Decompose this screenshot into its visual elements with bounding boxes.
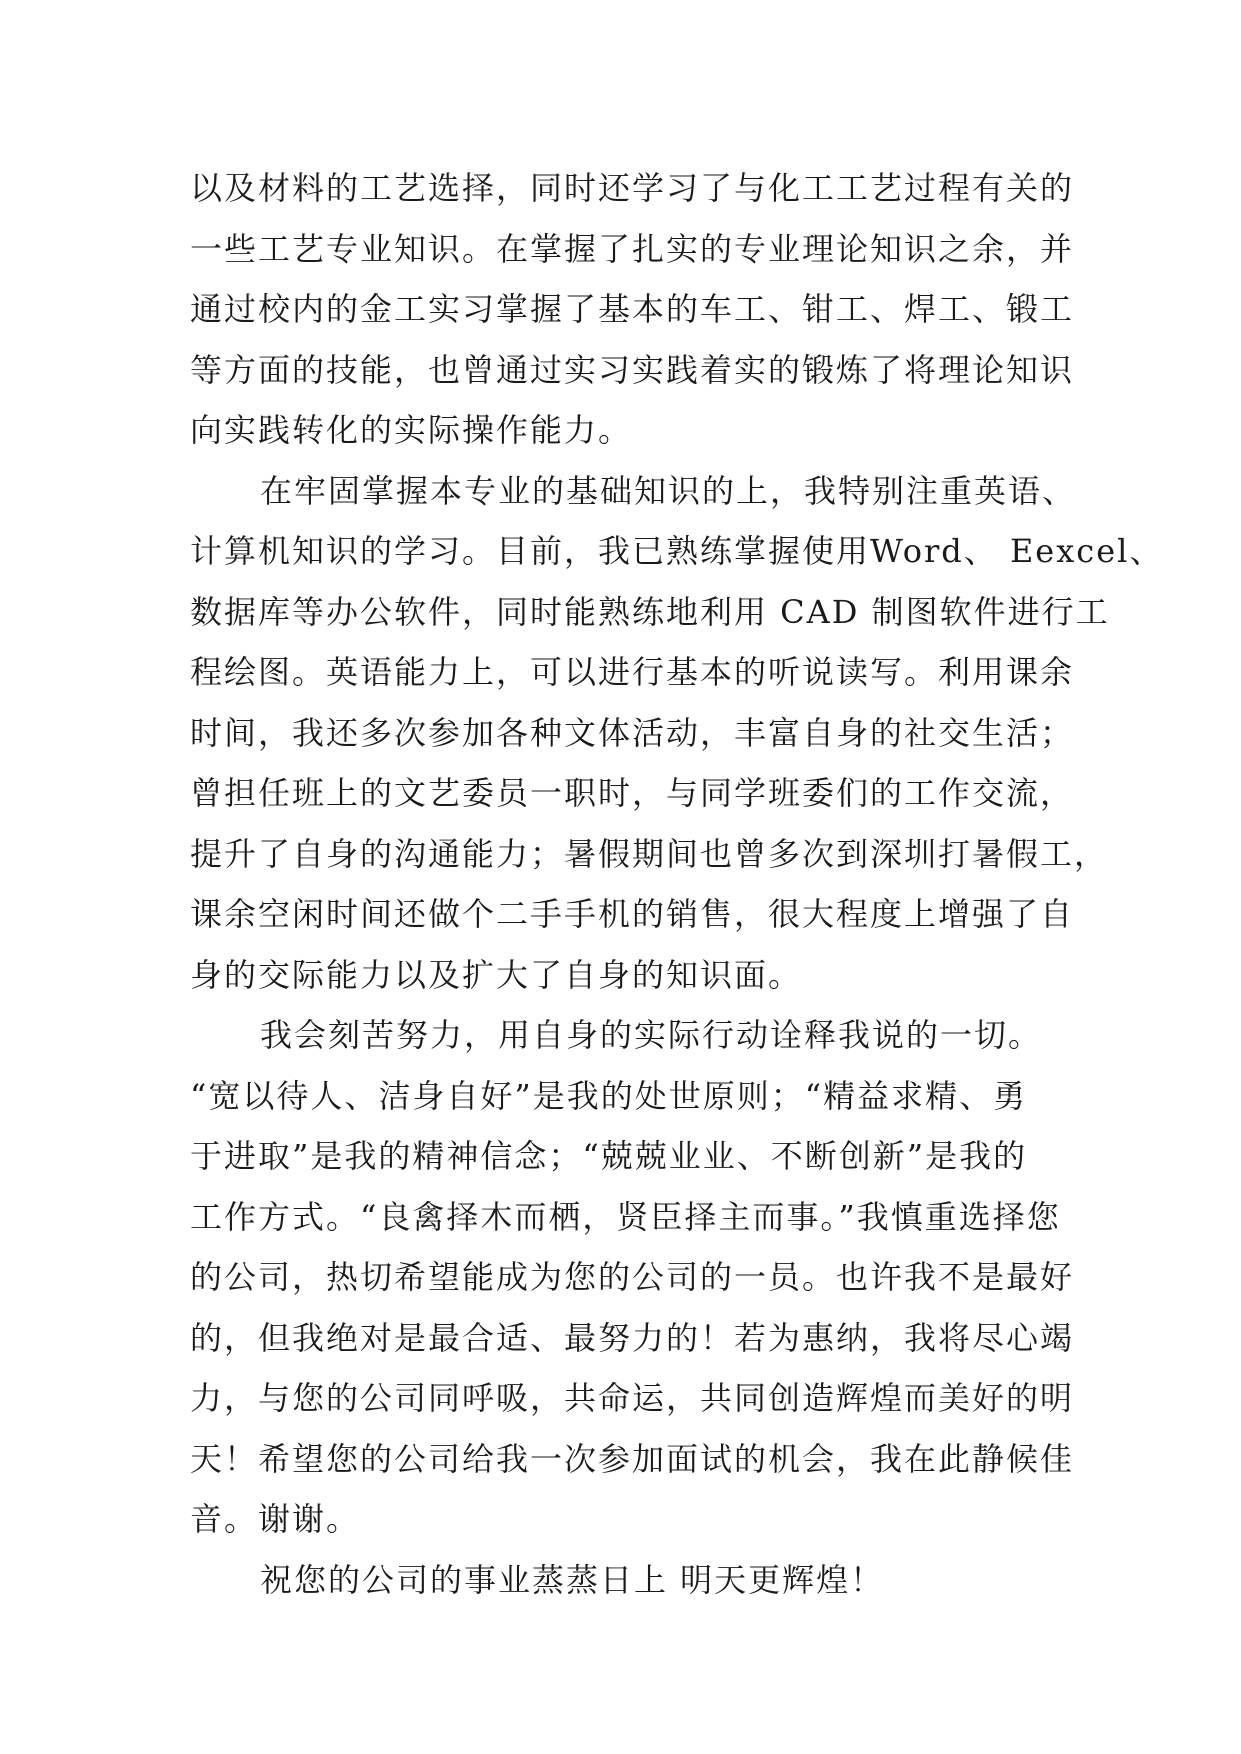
text-line: 课余空闲时间还做个二手手机的销售，很大程度上增强了自 xyxy=(190,895,1075,933)
text-line: 天！希望您的公司给我一次参加面试的机会，我在此静候佳 xyxy=(190,1439,1075,1478)
paragraph-first-line: 在牢固掌握本专业的基础知识的上，我特别注重英语、 xyxy=(260,471,1077,510)
text-line: “宽以待人、洁身自好”是我的处世原则；“精益求精、勇 xyxy=(190,1076,1028,1115)
text-line: 力，与您的公司同呼吸，共命运，共同创造辉煌而美好的明 xyxy=(190,1379,1075,1417)
text-line: 向实践转化的实际操作能力。 xyxy=(190,411,633,449)
text-line: 提升了自身的沟通能力；暑假期间也曾多次到深圳打暑假工， xyxy=(190,834,1109,873)
text-line: 时间，我还多次参加各种文体活动，丰富自身的社交生活； xyxy=(190,713,1075,752)
text-line: 通过校内的金工实习掌握了基本的车工、钳工、焊工、锻工 xyxy=(190,290,1075,328)
text-line: 数据库等办公软件，同时能熟练地利用 CAD 制图软件进行工 xyxy=(190,592,1110,631)
text-line: 工作方式。“良禽择木而栖，贤臣择主而事。”我慎重选择您 xyxy=(190,1197,1061,1236)
text-line: 以及材料的工艺选择，同时还学习了与化工工艺过程有关的 xyxy=(190,169,1075,207)
text-line: 的，但我绝对是最合适、最努力的！若为惠纳，我将尽心竭 xyxy=(190,1318,1075,1357)
text-line: 等方面的技能，也曾通过实习实践着实的锻炼了将理论知识 xyxy=(190,350,1075,389)
text-line: 一些工艺专业知识。在掌握了扎实的专业理论知识之余，并 xyxy=(190,229,1075,268)
text-line: 身的交际能力以及扩大了自身的知识面。 xyxy=(190,955,803,994)
text-line: 计算机知识的学习。目前，我已熟练掌握使用Word、 Eexcel、 xyxy=(190,532,1164,570)
paragraph-first-line: 我会刻苦努力，用自身的实际行动诠释我说的一切。 xyxy=(260,1016,1043,1054)
text-line: 于进取”是我的精神信念；“兢兢业业、不断创新”是我的 xyxy=(190,1137,1028,1175)
text-line: 曾担任班上的文艺委员一职时，与同学班委们的工作交流， xyxy=(190,774,1075,812)
closing-line: 祝您的公司的事业蒸蒸日上 明天更辉煌！ xyxy=(260,1560,885,1599)
text-line: 音。谢谢。 xyxy=(190,1500,361,1538)
text-line: 程绘图。英语能力上，可以进行基本的听说读写。利用课余 xyxy=(190,653,1075,691)
text-line: 的公司，热切希望能成为您的公司的一员。也许我不是最好 xyxy=(190,1258,1075,1296)
document-body xyxy=(190,158,1164,1610)
